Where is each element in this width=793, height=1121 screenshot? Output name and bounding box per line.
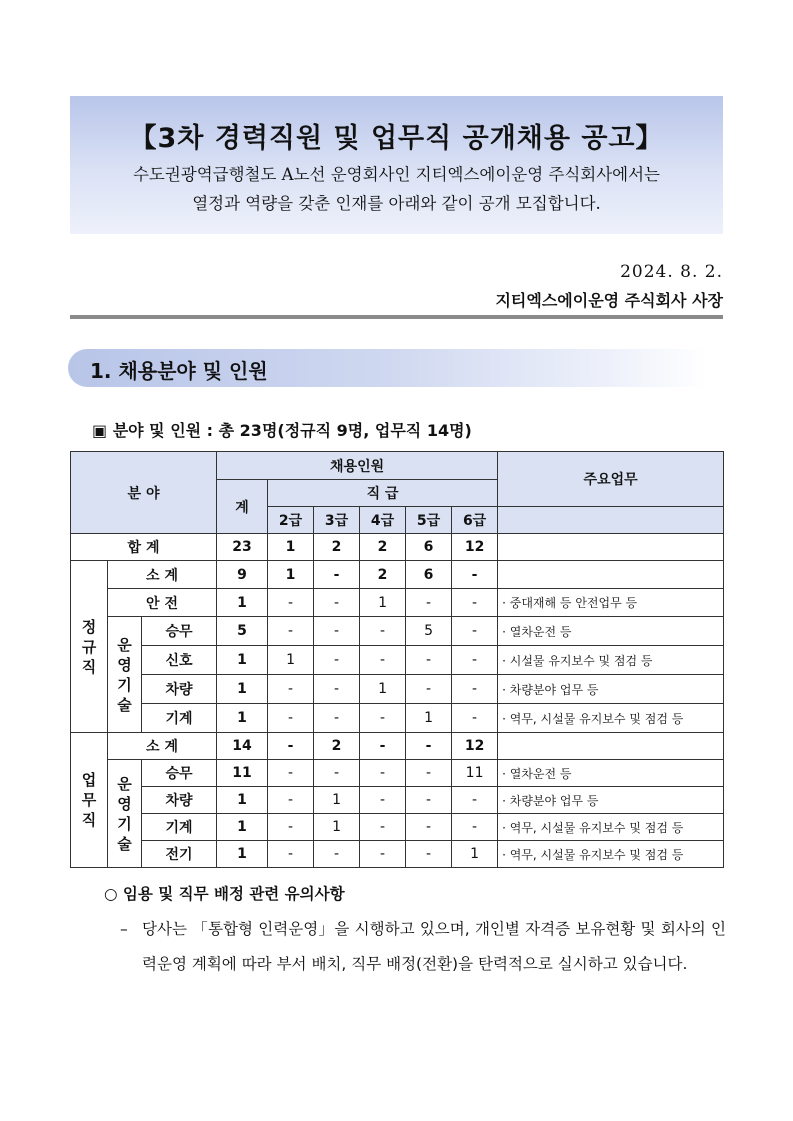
cell: - [268,589,314,617]
table-row [71,589,724,617]
recruitment-table [70,451,724,868]
header-duties-blank [498,507,724,534]
grand-total-label: 합 계 [71,534,217,561]
cell: - [314,704,360,733]
cell: - [452,787,498,814]
cell: - [452,646,498,675]
cell: - [314,841,360,868]
cell: - [406,841,452,868]
cell: - [314,675,360,704]
table-row [71,841,724,868]
cell: 11 [217,760,268,787]
subgroup-contract: 운 영 기 술 [108,760,142,868]
header-grade-4: 4급 [360,507,406,534]
duty-cell: · 중대재해 등 안전업무 등 [498,589,724,617]
table-row [71,704,724,733]
duty-cell: · 역무, 시설물 유지보수 및 점검 등 [498,841,724,868]
cell: - [406,814,452,841]
duty-cell: · 시설물 유지보수 및 점검 등 [498,646,724,675]
cell: 1 [268,561,314,589]
cell: 1 [268,646,314,675]
cell: 2 [360,534,406,561]
cell: - [406,733,452,760]
cell: - [360,733,406,760]
cell: - [268,814,314,841]
row-label: 승무 [142,617,217,646]
row-label: 승무 [142,760,217,787]
issuer: 지티엑스에이운영 주식회사 사장 [495,291,723,310]
row-label: 차량 [142,787,217,814]
cell: 5 [217,617,268,646]
intro-line-1: 수도권광역급행철도 A노선 운영회사인 지티엑스에이운영 주식회사에서는 [132,165,660,184]
table-row [71,760,724,787]
cell: - [360,814,406,841]
row-label: 안 전 [108,589,217,617]
cell: 14 [217,733,268,760]
cell: 12 [452,733,498,760]
cell: - [314,617,360,646]
cell: 1 [452,841,498,868]
cell: - [268,841,314,868]
cell: - [314,760,360,787]
cell: - [314,589,360,617]
header-grade-5: 5급 [406,507,452,534]
cell: 2 [314,733,360,760]
row-label: 기계 [142,704,217,733]
cell: 1 [360,589,406,617]
group-contract: 업 무 직 [71,733,108,868]
cell: - [268,787,314,814]
dash-bullet: – [120,920,128,938]
cell: - [406,787,452,814]
cell: 1 [314,787,360,814]
cell: - [268,760,314,787]
cell: 1 [217,675,268,704]
cell: 23 [217,534,268,561]
cell: - [452,561,498,589]
header-total: 계 [217,480,268,534]
table-row [71,646,724,675]
table-row [71,787,724,814]
duty-cell: · 차량분야 업무 등 [498,675,724,704]
duty-cell: · 열차운전 등 [498,617,724,646]
duty-cell: · 역무, 시설물 유지보수 및 점검 등 [498,814,724,841]
cell: - [360,646,406,675]
table-row [71,814,724,841]
notes-heading: ○ 임용 및 직무 배정 관련 유의사항 [104,885,345,903]
cell: - [268,733,314,760]
cell [498,733,724,760]
table-row [71,561,724,589]
cell: - [452,589,498,617]
cell: - [314,646,360,675]
cell: - [406,675,452,704]
row-label: 차량 [142,675,217,704]
divider [70,315,723,319]
section-title: 1. 채용분야 및 인원 [90,359,268,383]
cell [498,561,724,589]
subgroup-regular: 운 영 기 술 [108,617,142,733]
header-grade-2: 2급 [268,507,314,534]
cell: 1 [217,704,268,733]
cell: 1 [217,589,268,617]
table-row [71,675,724,704]
row-label: 신호 [142,646,217,675]
cell: 6 [406,561,452,589]
notes-body [120,912,726,982]
cell: 12 [452,534,498,561]
cell: 1 [217,787,268,814]
cell: - [268,704,314,733]
row-label: 소 계 [108,561,217,589]
row-label: 기계 [142,814,217,841]
header-grade-6: 6급 [452,507,498,534]
announcement-title: 【3차 경력직원 및 업무직 공개채용 공고】 [129,123,664,154]
cell: 1 [360,675,406,704]
cell: - [406,646,452,675]
cell: 1 [406,704,452,733]
row-label: 소 계 [108,733,217,760]
duty-cell: · 열차운전 등 [498,760,724,787]
cell: 1 [217,814,268,841]
group-regular: 정 규 직 [71,561,108,733]
cell: - [360,704,406,733]
cell: - [314,561,360,589]
cell: - [452,617,498,646]
cell: 5 [406,617,452,646]
cell: 11 [452,760,498,787]
cell: - [452,814,498,841]
cell: - [360,617,406,646]
cell: 1 [217,646,268,675]
row-label: 전기 [142,841,217,868]
cell: - [268,617,314,646]
cell: - [406,589,452,617]
cell: - [452,675,498,704]
header-grade: 직 급 [268,480,498,507]
duty-cell: · 차량분야 업무 등 [498,787,724,814]
cell: 9 [217,561,268,589]
header-field: 분 야 [71,452,217,534]
table-row [71,617,724,646]
cell: 2 [360,561,406,589]
header-duties: 주요업무 [498,452,724,507]
cell: - [360,760,406,787]
cell: 1 [268,534,314,561]
cell: 1 [217,841,268,868]
cell: - [452,704,498,733]
cell: 6 [406,534,452,561]
cell: - [406,760,452,787]
cell [498,534,724,561]
cell: - [268,675,314,704]
recruitment-summary: ▣ 분야 및 인원 : 총 23명(정규직 9명, 업무직 14명) [92,421,472,440]
cell: 2 [314,534,360,561]
grand-total-row [71,534,724,561]
intro-line-2: 열정과 역량을 갖춘 인재를 아래와 같이 공개 모집합니다. [192,194,601,213]
cell: - [360,841,406,868]
cell: 1 [314,814,360,841]
title-banner [70,96,723,234]
table-row [71,733,724,760]
duty-cell: · 역무, 시설물 유지보수 및 점검 등 [498,704,724,733]
cell: - [360,787,406,814]
announcement-date: 2024. 8. 2. [620,262,723,282]
header-hiring: 채용인원 [217,452,498,480]
notes-text: 당사는 「통합형 인력운영」을 시행하고 있으며, 개인별 자격증 보유현황 및 회사의 인력운영 계획에 따라 부서 배치, 직무 배정(전환)을 탄력적으로 실시하고 있습니다. [142,920,726,973]
header-grade-3: 3급 [314,507,360,534]
section-header [68,349,708,387]
